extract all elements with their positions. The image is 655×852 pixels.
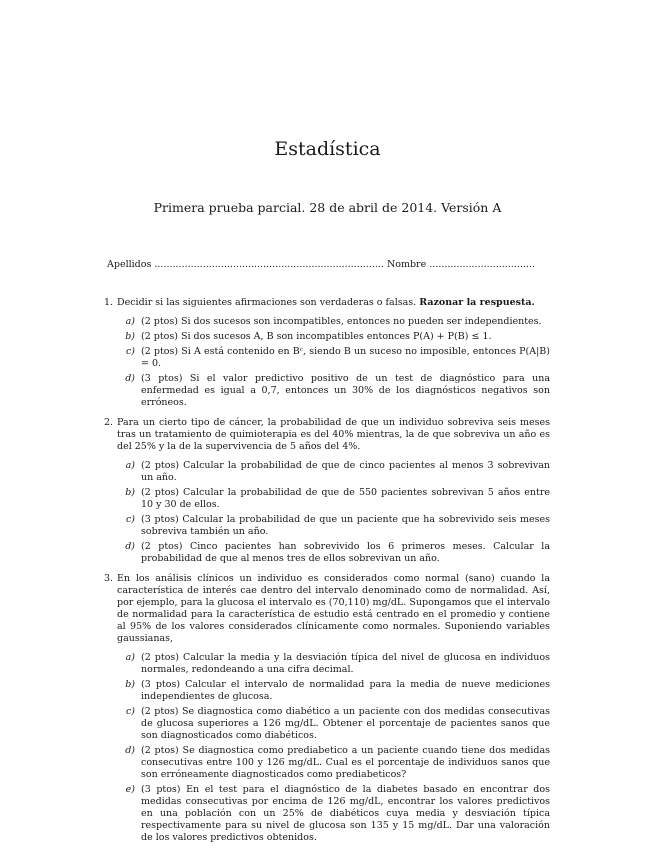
question-number: 3.: [104, 573, 114, 584]
question-item: c) (3 ptos) Calcular la probabilidad de que un paciente que ha sobrevivido seis meses sobreviva también un año.: [125, 514, 550, 537]
question-item: b) (2 ptos) Si dos sucesos A, B son incompatibles entonces P(A) + P(B) ≤ 1.: [125, 331, 492, 342]
question-number: 1.: [104, 297, 114, 308]
question-item: a) (2 ptos) Calcular la probabilidad de que de cinco pacientes al menos 3 sobrevivan un año.: [125, 460, 550, 483]
name-line: [107, 259, 535, 270]
page-title: Estadística: [274, 138, 381, 160]
question-1: [104, 297, 550, 409]
question-item: c) (2 ptos) Se diagnostica como diabético a un paciente con dos medidas consecutivas de glucosa superiores a 126 mg/dL. Obtener el porcentaje de pacientes sanos que son diagnosticados como diabéticos.: [125, 706, 550, 741]
name-label: Nombre: [386, 259, 427, 270]
question-2: [104, 417, 550, 565]
question-item: a) (2 ptos) Calcular la media y la desviación típica del nivel de glucosa en individuos normales, redondeando a una cifra decimal.: [125, 652, 550, 675]
question-item: d) (2 ptos) Cinco pacientes han sobrevivido los 6 primeros meses. Calcular la probabilidad de que al menos tres de ellos sobrevivan un año.: [125, 541, 550, 564]
surname-field: ............................................................................: [154, 259, 384, 270]
question-item: e) (3 ptos) En el test para el diagnóstico de la diabetes basado en encontrar dos medidas consecutivas por encima de 126 mg/dL, encontrar los valores predictivos en una población con un 25% de diabéticos cuya media y desviación típica respectivamente para su nivel de glucosa son 135 y 15 mg/dL. Dar una valoración de los valores predictivos obtenidos.: [125, 784, 550, 843]
question-item: d) (3 ptos) Si el valor predictivo positivo de un test de diagnóstico para una enfermedad es igual a 0,7, entonces un 30% de los diagnósticos negativos son erróneos.: [125, 373, 550, 408]
question-item: b) (3 ptos) Calcular el intervalo de normalidad para la media de nueve mediciones independientes de glucosa.: [125, 679, 550, 702]
question-item: b) (2 ptos) Calcular la probabilidad de que de 550 pacientes sobrevivan 5 años entre 10 y 30 de ellos.: [125, 487, 550, 510]
question-intro: Decidir si las siguientes afirmaciones son verdaderas o falsas. Razonar la respuesta.: [117, 297, 535, 308]
question-list: [104, 297, 550, 852]
exam-subtitle: Primera prueba parcial. 28 de abril de 2014. Versión A: [153, 200, 502, 215]
question-item: d) (2 ptos) Se diagnostica como prediabetico a un paciente cuando tiene dos medidas consecutivas entre 100 y 126 mg/dL. Cual es el porcentaje de individuos sanos que son erróneamente diagnosticados como prediabeticos?: [125, 745, 550, 780]
question-item: a) (2 ptos) Si dos sucesos son incompatibles, entonces no pueden ser independientes.: [125, 316, 542, 327]
question-item: c) (2 ptos) Si A está contenido en Bᶜ, siendo B un suceso no imposible, entonces P(A|B) = 0.: [125, 346, 550, 369]
name-field: ...................................: [429, 259, 535, 270]
question-intro: En los análisis clínicos un individuo es considerados como normal (sano) cuando la característica de interés cae dentro del intervalo denominado como de normalidad. Así, por ejemplo, para la glucosa el intervalo es (70,110) mg/dL. Supongamos que el intervalo de normalidad para la característica de estudio está centrado en el promedio y contiene al 95% de los valores considerados clínicamente como normales. Suponiendo variables gaussianas,: [117, 573, 550, 644]
question-intro-emphasis: Razonar la respuesta.: [419, 297, 535, 308]
surname-label: Apellidos: [107, 259, 152, 270]
question-intro: Para un cierto tipo de cáncer, la probabilidad de que un individuo sobreviva seis meses tras un tratamiento de quimioterapia es del 40% mientras, la de que sobreviva un año es del 25% y la de la supervivencia de 5 años del 4%.: [117, 417, 550, 452]
question-3: [104, 573, 550, 844]
question-number: 2.: [104, 417, 114, 428]
